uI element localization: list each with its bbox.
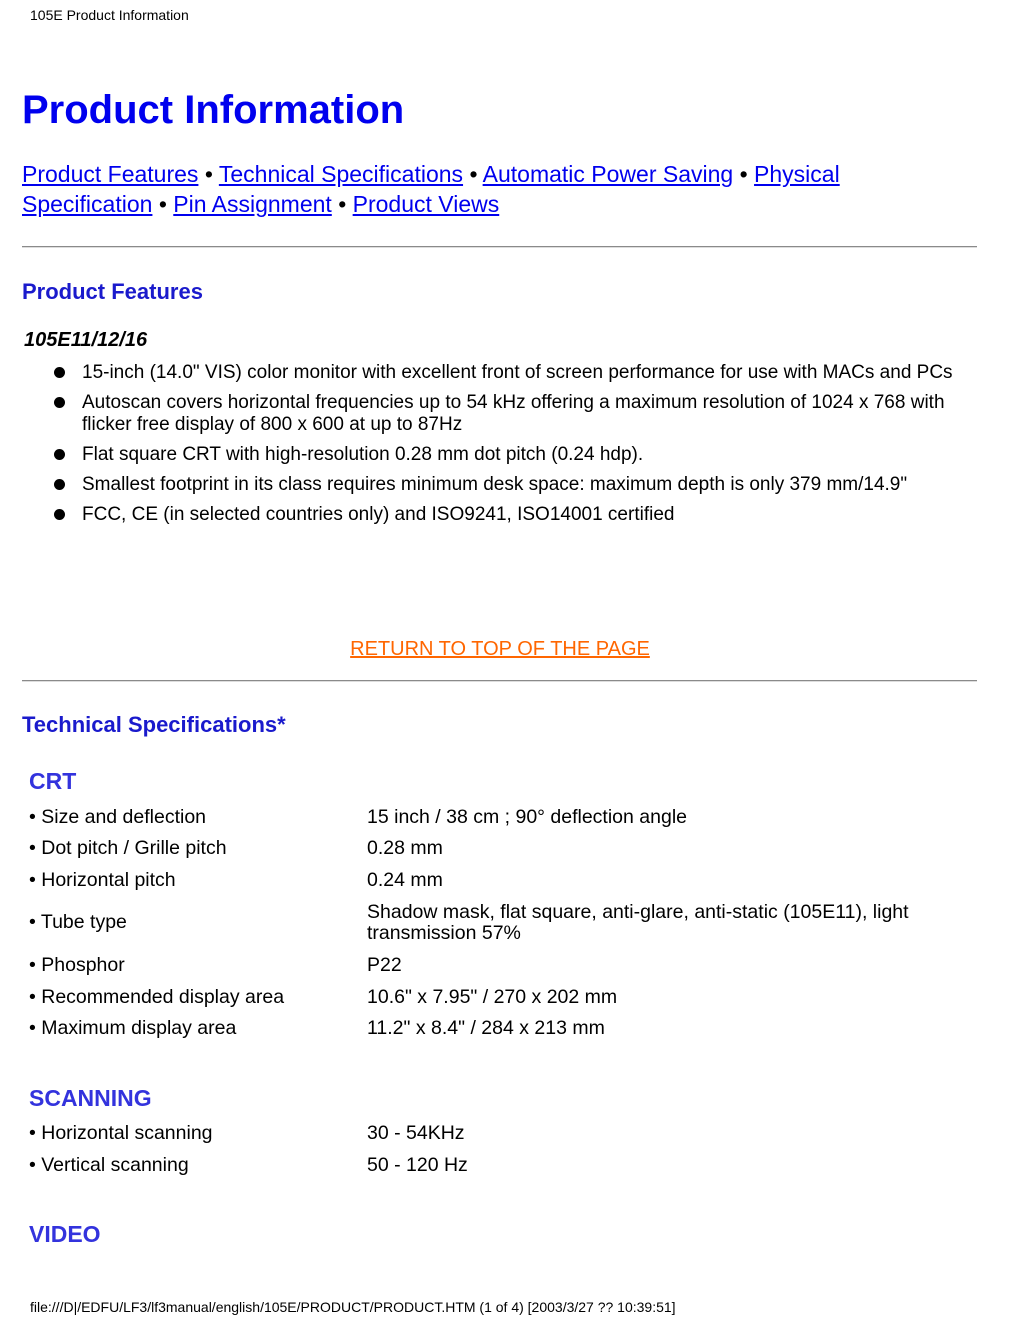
spec-value: 50 - 120 Hz [367, 1154, 468, 1176]
list-item [54, 504, 964, 526]
bullet-icon [54, 449, 65, 460]
nav-separator: • [204, 161, 213, 187]
spec-label: • Horizontal scanning [29, 1122, 213, 1144]
spec-value: Shadow mask, flat square, anti-glare, anti-static (105E11), light transmission 57% [367, 901, 909, 944]
list-item [54, 392, 964, 436]
nav-separator: • [469, 161, 478, 187]
bullet-icon [54, 367, 65, 378]
spec-value: 10.6" x 7.95" / 270 x 202 mm [367, 986, 618, 1008]
scanning-heading: SCANNING [29, 1085, 152, 1111]
nav-link-product-features[interactable]: Product Features [22, 161, 199, 187]
divider [22, 680, 977, 682]
spec-value: 0.28 mm [367, 837, 443, 859]
spec-value: 15 inch / 38 cm ; 90° deflection angle [367, 806, 687, 828]
feature-text: 15-inch (14.0" VIS) color monitor with excellent front of screen performance for use with MACs and PCs [82, 362, 953, 383]
bullet-icon [54, 509, 65, 520]
product-features-heading: Product Features [22, 279, 203, 304]
spec-label: • Recommended display area [29, 986, 285, 1008]
nav-link-technical-specifications[interactable]: Technical Specifications [218, 161, 464, 187]
list-item [54, 444, 964, 466]
spec-label: • Phosphor [29, 954, 125, 976]
nav-link-product-views[interactable]: Product Views [352, 191, 500, 217]
return-to-top-link[interactable]: RETURN TO TOP OF THE PAGE [350, 638, 650, 660]
spec-label: • Horizontal pitch [29, 869, 176, 891]
section-nav [22, 159, 902, 219]
bullet-icon [54, 397, 65, 408]
nav-link-physical-specification[interactable]: Physical Specification [22, 161, 840, 217]
list-item [54, 362, 964, 384]
feature-text: Autoscan covers horizontal frequencies up to 54 kHz offering a maximum resolution of 1024 x 768 with flicker free display of 800 x 600 at up to 87Hz [82, 392, 945, 435]
spec-label: • Dot pitch / Grille pitch [29, 837, 227, 859]
video-heading: VIDEO [29, 1221, 101, 1247]
nav-separator: • [158, 191, 167, 217]
technical-specifications-heading: Technical Specifications* [22, 712, 286, 737]
features-list [54, 362, 964, 534]
spec-value: 11.2" x 8.4" / 284 x 213 mm [367, 1017, 605, 1039]
spec-value: P22 [367, 954, 402, 976]
spec-value: 0.24 mm [367, 869, 443, 891]
print-footer: file:///D|/EDFU/LF3/lf3manual/english/105E/PRODUCT/PRODUCT.HTM (1 of 4) [2003/3/27 ?? 10:39:51] [30, 1299, 676, 1315]
crt-heading: CRT [29, 768, 77, 794]
nav-separator: • [739, 161, 748, 187]
nav-separator: • [338, 191, 347, 217]
spec-label: • Size and deflection [29, 806, 207, 828]
feature-text: Flat square CRT with high-resolution 0.28 mm dot pitch (0.24 hdp). [82, 444, 644, 465]
spec-label: • Maximum display area [29, 1017, 237, 1039]
nav-link-pin-assignment[interactable]: Pin Assignment [173, 191, 332, 217]
feature-text: FCC, CE (in selected countries only) and ISO9241, ISO14001 certified [82, 504, 675, 525]
spec-label: • Vertical scanning [29, 1154, 189, 1176]
page-title: Product Information [22, 88, 405, 132]
nav-link-automatic-power-saving[interactable]: Automatic Power Saving [482, 161, 734, 187]
feature-text: Smallest footprint in its class requires minimum desk space: maximum depth is only 379 mm/14.9" [82, 474, 908, 495]
print-header: 105E Product Information [30, 7, 189, 23]
spec-label: • Tube type [29, 911, 127, 933]
bullet-icon [54, 479, 65, 490]
spec-value: 30 - 54KHz [367, 1122, 465, 1144]
model-number: 105E11/12/16 [24, 329, 148, 351]
list-item [54, 474, 964, 496]
divider [22, 246, 977, 248]
